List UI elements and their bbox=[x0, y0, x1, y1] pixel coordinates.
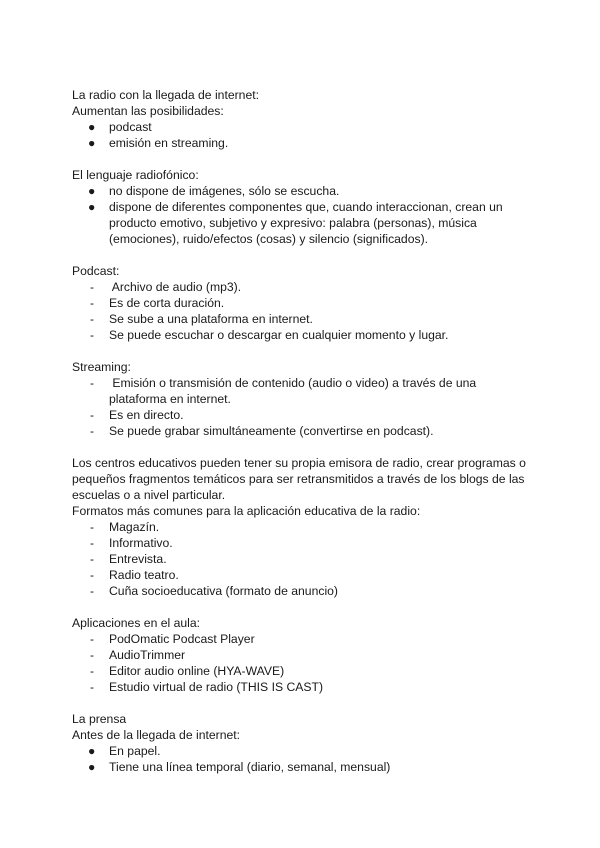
bullet-icon: ● bbox=[88, 200, 96, 214]
radio-possibilities-list bbox=[72, 119, 532, 151]
bullet-icon: ● bbox=[88, 760, 96, 774]
list-item: ● no dispone de imágenes, sólo se escucha. bbox=[88, 184, 340, 198]
dash-icon: - bbox=[90, 552, 95, 566]
list-item: ● dispone de diferentes componentes que, cuando interaccionan, crean un producto emotivo, subjetivo y expresivo: palabra (personas), música (emociones), ruido/efectos (cosas) y silencio (significados). bbox=[88, 200, 503, 246]
list-item: - Es de corta duración. bbox=[90, 296, 225, 310]
dash-icon: - bbox=[90, 408, 95, 422]
lenguaje-list bbox=[72, 183, 532, 247]
list-item: - Estudio virtual de radio (THIS IS CAST) bbox=[90, 680, 324, 694]
bullet-icon: ● bbox=[88, 120, 96, 134]
dash-icon: - bbox=[90, 312, 95, 326]
dash-icon: - bbox=[90, 680, 95, 694]
section-subtitle-prensa: Antes de la llegada de internet: bbox=[72, 728, 241, 742]
list-item: - Emisión o transmisión de contenido (audio o video) a través de una plataforma en internet. bbox=[90, 376, 480, 406]
section-title-formatos: Formatos más comunes para la aplicación educativa de la radio: bbox=[72, 504, 421, 518]
list-item: - Es en directo. bbox=[90, 408, 184, 422]
list-item: - Se puede escuchar o descargar en cualquier momento y lugar. bbox=[90, 328, 449, 342]
list-item: - Cuña socioeducativa (formato de anuncio) bbox=[90, 584, 338, 598]
dash-icon: - bbox=[90, 568, 95, 582]
aplicaciones-list bbox=[72, 631, 532, 695]
list-item: - Editor audio online (HYA-WAVE) bbox=[90, 664, 285, 678]
document-body bbox=[72, 87, 532, 775]
spacer bbox=[72, 151, 532, 167]
list-item: - Se sube a una plataforma en internet. bbox=[90, 312, 313, 326]
list-item: ● Tiene una línea temporal (diario, semanal, mensual) bbox=[88, 760, 391, 774]
section-title-aplicaciones: Aplicaciones en el aula: bbox=[72, 616, 201, 630]
dash-icon: - bbox=[90, 648, 95, 662]
centros-paragraph: Los centros educativos pueden tener su propia emisora de radio, crear programas o pequeños fragmentos temáticos para ser retransmitidos a través de los blogs de las escuelas o a nivel particular. bbox=[72, 456, 526, 502]
section-subtitle-radio: Aumentan las posibilidades: bbox=[72, 104, 224, 118]
dash-icon: - bbox=[90, 376, 95, 390]
bullet-icon: ● bbox=[88, 744, 96, 758]
list-item: ● En papel. bbox=[88, 744, 161, 758]
bullet-icon: ● bbox=[88, 184, 96, 198]
list-item: - Archivo de audio (mp3). bbox=[90, 280, 242, 294]
spacer bbox=[72, 247, 532, 263]
dash-icon: - bbox=[90, 280, 95, 294]
dash-icon: - bbox=[90, 536, 95, 550]
section-title-radio: La radio con la llegada de internet: bbox=[72, 88, 260, 102]
list-item: - Se puede grabar simultáneamente (convertirse en podcast). bbox=[90, 424, 434, 438]
list-item: - AudioTrimmer bbox=[90, 648, 186, 662]
list-item: - Magazín. bbox=[90, 520, 160, 534]
prensa-list bbox=[72, 743, 532, 775]
bullet-icon: ● bbox=[88, 136, 96, 150]
dash-icon: - bbox=[90, 632, 95, 646]
list-item: - Informativo. bbox=[90, 536, 173, 550]
streaming-list bbox=[72, 375, 532, 439]
list-item: ● podcast bbox=[88, 120, 152, 134]
spacer bbox=[72, 343, 532, 359]
podcast-list bbox=[72, 279, 532, 343]
section-title-lenguaje: El lenguaje radiofónico: bbox=[72, 168, 199, 182]
formatos-list bbox=[72, 519, 532, 599]
list-item: ● emisión en streaming. bbox=[88, 136, 229, 150]
list-item: - PodOmatic Podcast Player bbox=[90, 632, 255, 646]
dash-icon: - bbox=[90, 424, 95, 438]
spacer bbox=[72, 695, 532, 711]
dash-icon: - bbox=[90, 584, 95, 598]
spacer bbox=[72, 439, 532, 455]
dash-icon: - bbox=[90, 664, 95, 678]
section-title-prensa: La prensa bbox=[72, 712, 127, 726]
dash-icon: - bbox=[90, 296, 95, 310]
dash-icon: - bbox=[90, 520, 95, 534]
section-title-streaming: Streaming: bbox=[72, 360, 131, 374]
dash-icon: - bbox=[90, 328, 95, 342]
spacer bbox=[72, 599, 532, 615]
list-item: - Entrevista. bbox=[90, 552, 167, 566]
section-title-podcast: Podcast: bbox=[72, 264, 120, 278]
list-item: - Radio teatro. bbox=[90, 568, 179, 582]
